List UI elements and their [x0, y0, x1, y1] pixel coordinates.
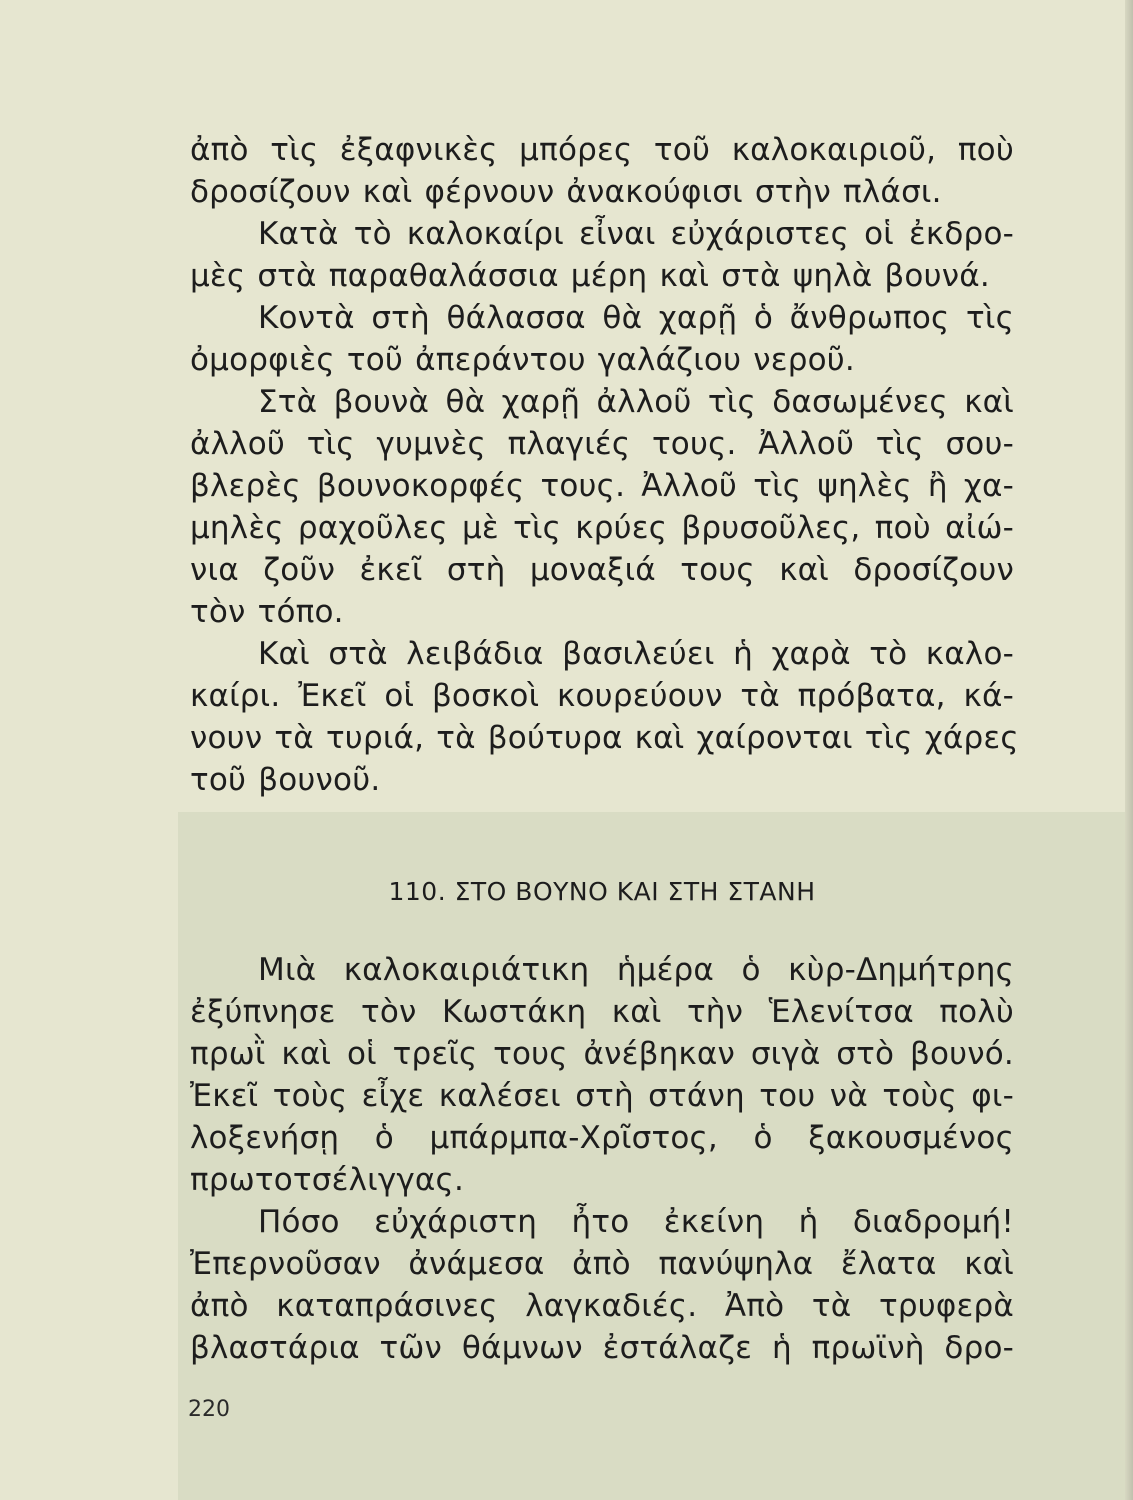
text-line: λοξενήσῃ ὁ μπάρμπα-Χρῖστος, ὁ ξακουσμένος: [190, 1120, 1014, 1156]
text-line: Στὰ βουνὰ θὰ χαρῇ ἀλλοῦ τὶς δασωμένες καὶ: [258, 384, 1014, 420]
text-line: ἀπὸ καταπράσινες λαγκαδιές. Ἀπὸ τὰ τρυφερὰ: [190, 1288, 1014, 1324]
text-line: δροσίζουν καὶ φέρνουν ἀνακούφισι στὴν πλάσι.: [190, 174, 942, 210]
text-line: πρωτοτσέλιγγας.: [190, 1162, 465, 1198]
text-line: βλερὲς βουνοκορφές τους. Ἀλλοῦ τὶς ψηλὲς ἢ χα-: [190, 468, 1014, 504]
text-line: Κοντὰ στὴ θάλασσα θὰ χαρῇ ὁ ἄνθρωπος τὶς: [258, 300, 1014, 336]
text-line: ἐξύπνησε τὸν Κωστάκη καὶ τὴν Ἑλενίτσα πολὺ: [190, 994, 1014, 1030]
text-line: Ἐπερνοῦσαν ἀνάμεσα ἀπὸ πανύψηλα ἔλατα καὶ: [190, 1246, 1014, 1282]
text-line: Καὶ στὰ λειβάδια βασιλεύει ἡ χαρὰ τὸ καλο-: [258, 636, 1014, 672]
text-line: Πόσο εὐχάριστη ἦτο ἐκείνη ἡ διαδρομή!: [258, 1204, 1014, 1240]
text-line: τὸν τόπο.: [190, 594, 344, 630]
text-line: Ἐκεῖ τοὺς εἶχε καλέσει στὴ στάνη του νὰ τοὺς φι-: [190, 1078, 1014, 1114]
text-line: πρωῒ καὶ οἱ τρεῖς τους ἀνέβηκαν σιγὰ στὸ βουνό.: [190, 1036, 1014, 1072]
section-heading: 110. ΣΤΟ ΒΟΥΝΟ ΚΑΙ ΣΤΗ ΣΤΑΝΗ: [388, 877, 816, 906]
text-line: νια ζοῦν ἐκεῖ στὴ μοναξιά τους καὶ δροσίζουν: [190, 552, 1014, 588]
text-line: καίρι. Ἐκεῖ οἱ βοσκοὶ κουρεύουν τὰ πρόβατα, κά-: [190, 678, 1014, 714]
text-line: Κατὰ τὸ καλοκαίρι εἶναι εὐχάριστες οἱ ἐκδρο-: [258, 216, 1014, 252]
page-number: 220: [188, 1397, 230, 1422]
text-line: ὀμορφιὲς τοῦ ἀπεράντου γαλάζιου νεροῦ.: [190, 342, 855, 378]
page-edge: [1125, 0, 1133, 1500]
text-line: βλαστάρια τῶν θάμνων ἐστάλαζε ἡ πρωϊνὴ δρο-: [190, 1330, 1014, 1366]
text-line: ἀλλοῦ τὶς γυμνὲς πλαγιές τους. Ἀλλοῦ τὶς σου-: [190, 426, 1014, 462]
text-line: τοῦ βουνοῦ.: [190, 762, 381, 798]
text-line: ἀπὸ τὶς ἐξαφνικὲς μπόρες τοῦ καλοκαιριοῦ, ποὺ: [190, 132, 1014, 168]
text-line: μηλὲς ραχοῦλες μὲ τὶς κρύες βρυσοῦλες, ποὺ αἰώ-: [190, 510, 1014, 546]
text-line: νουν τὰ τυριά, τὰ βούτυρα καὶ χαίρονται τὶς χάρες: [190, 720, 1019, 756]
text-line: Μιὰ καλοκαιριάτικη ἡμέρα ὁ κὺρ-Δημήτρης: [258, 952, 1014, 988]
text-line: μὲς στὰ παραθαλάσσια μέρη καὶ στὰ ψηλὰ βουνά.: [190, 258, 990, 294]
